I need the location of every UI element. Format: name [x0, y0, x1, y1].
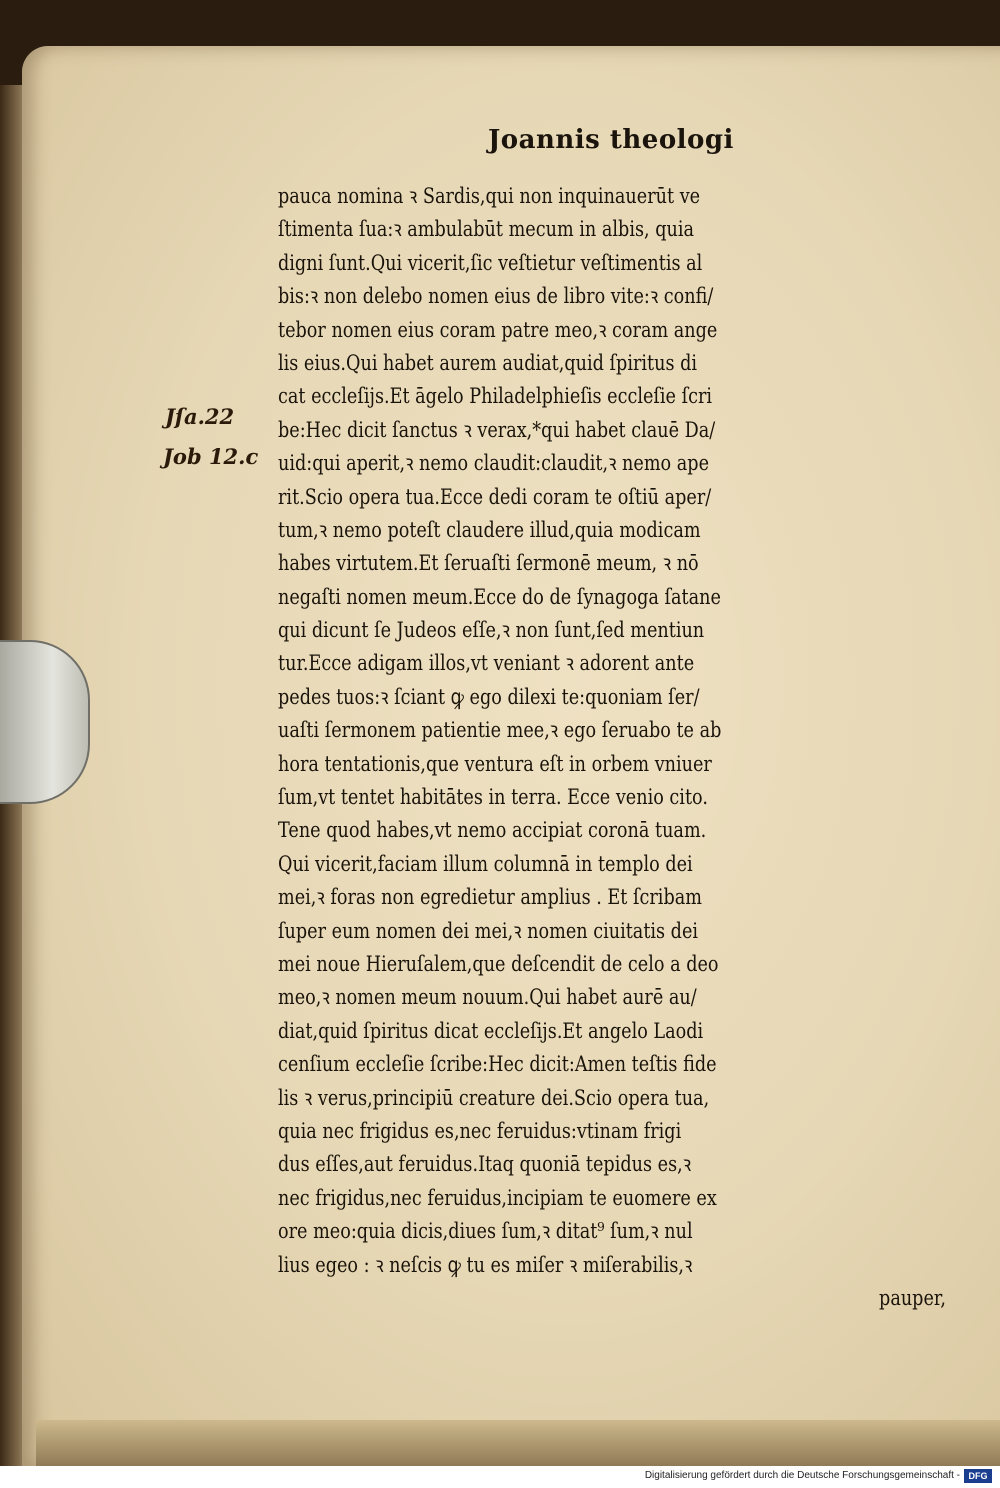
text-line: meo,ꝛ nomen meum nouum.Qui habet aurē au/: [278, 985, 697, 1011]
footer-bar: [0, 1466, 1000, 1488]
text-line: mei,ꝛ foras non egredietur amplius . Et ſcribam: [278, 885, 702, 911]
text-line: Tene quod habes,vt nemo accipiat coronā tuam.: [278, 818, 707, 844]
page-stack-edge: [36, 1420, 1000, 1466]
margin-note-2: Job 12.c: [163, 444, 259, 469]
running-head: Joannis theologi: [488, 125, 734, 155]
text-line: cat eccleſijs.Et āgelo Philadelphieſis eccleſie ſcri: [278, 384, 713, 410]
page-clip: [0, 640, 90, 804]
dfg-logo: DFG: [964, 1469, 992, 1483]
body-text: [278, 180, 946, 1315]
text-line: rit.Scio opera tua.Ecce dedi coram te oſtiū aper/: [278, 484, 712, 510]
text-line: tum,ꝛ nemo poteſt claudere illud,quia modicam: [278, 517, 701, 543]
footer-credit: Digitalisierung gefördert durch die Deutsche Forschungsgemeinschaft -: [644, 1470, 960, 1481]
text-line: pauca nomina ꝛ Sardis,qui non inquinauerūt ve: [278, 184, 701, 209]
text-line: uaſti ſermonem patientie mee,ꝛ ego ſeruabo te ab: [278, 718, 722, 744]
text-line: qui dicunt ſe Judeos eſſe,ꝛ non ſunt,ſed mentiun: [278, 618, 705, 644]
text-line: hora tentationis,que ventura eſt in orbem vniuer: [278, 751, 712, 777]
text-line: lius egeo : ꝛ neſcis ꝙ tu es miſer ꝛ miſerabilis,ꝛ: [278, 1252, 693, 1278]
text-line: ſuper eum nomen dei mei,ꝛ nomen ciuitatis dei: [278, 918, 699, 944]
text-line: nec frigidus,nec feruidus,incipiam te euomere ex: [278, 1185, 717, 1211]
text-line: Qui vicerit,faciam illum columnā in templo dei: [278, 851, 693, 877]
text-line: be:Hec dicit ſanctus ꝛ verax,*qui habet clauē Da/: [278, 417, 716, 443]
text-line: cenſium eccleſie ſcribe:Hec dicit:Amen teſtis fide: [278, 1052, 717, 1078]
text-line: tebor nomen eius coram patre meo,ꝛ coram ange: [278, 317, 718, 343]
text-line: negaſti nomen meum.Ecce do de ſynagoga ſatane: [278, 584, 721, 610]
text-line: dus eſſes,aut feruidus.Itaq quoniā tepidus es,ꝛ: [278, 1152, 692, 1178]
text-line: ſum,vt tentet habitātes in terra. Ecce venio cito.: [278, 785, 708, 811]
text-line: ſtimenta ſua:ꝛ ambulabūt mecum in albis, quia: [278, 217, 695, 243]
text-line: bis:ꝛ non delebo nomen eius de libro vite:ꝛ confi/: [278, 284, 714, 310]
catchword: pauper,: [879, 1285, 946, 1311]
text-line: lis ꝛ verus,principiū creature dei.Scio opera tua,: [278, 1085, 710, 1111]
text-line: quia nec frigidus es,nec feruidus:vtinam frigi: [278, 1118, 682, 1144]
text-line: digni ſunt.Qui vicerit,ſic veſtietur veſtimentis al: [278, 250, 703, 276]
text-line: uid:qui aperit,ꝛ nemo claudit:claudit,ꝛ nemo ape: [278, 451, 710, 477]
text-line: ore meo:quia dicis,diues ſum,ꝛ ditat⁹ ſum,ꝛ nul: [278, 1219, 693, 1245]
text-line: lis eius.Qui habet aurem audiat,quid ſpiritus di: [278, 350, 698, 376]
text-line: habes virtutem.Et ſeruaſti ſermonē meum, ꝛ nō: [278, 551, 699, 577]
margin-note-1: Jſa.22: [165, 404, 235, 429]
text-line: pedes tuos:ꝛ ſciant ꝙ ego dilexi te:quoniam ſer/: [278, 684, 700, 710]
text-line: tur.Ecce adigam illos,vt veniant ꝛ adorent ante: [278, 651, 695, 677]
text-line: diat,quid ſpiritus dicat eccleſijs.Et angelo Laodi: [278, 1018, 704, 1044]
text-line: mei noue Hieruſalem,que deſcendit de celo a deo: [278, 951, 719, 977]
